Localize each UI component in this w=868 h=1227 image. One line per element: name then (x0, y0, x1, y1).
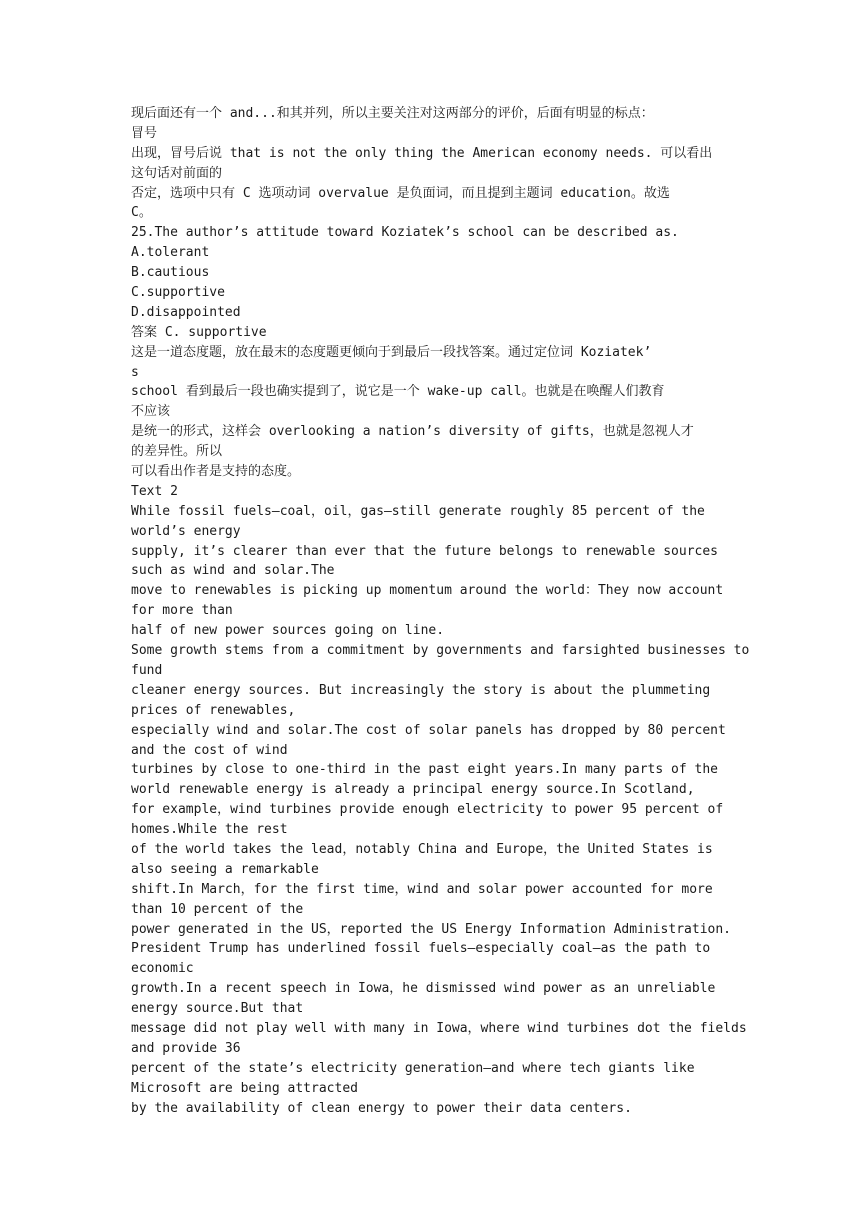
text-line: power generated in the US，reported the US Energy Information Administration. (131, 921, 731, 937)
text-line: by the availability of clean energy to power their data centers. (131, 1100, 632, 1116)
text-line: growth.In a recent speech in Iowa，he dismissed wind power as an unreliable (131, 981, 716, 997)
document-page (131, 104, 750, 1118)
text-line: 不应该 (131, 404, 171, 420)
text-line: cleaner energy sources. But increasingly the story is about the plummeting (131, 682, 711, 698)
text-line: than 10 percent of the (131, 901, 304, 917)
text-line: percent of the state’s electricity generation—and where tech giants like (131, 1060, 695, 1076)
text-line: s (131, 364, 139, 380)
text-line: world’s energy (131, 523, 241, 539)
text-line: such as wind and solar.The (131, 563, 335, 579)
text-line: fund (131, 662, 163, 678)
text-line: 现后面还有一个 and...和其并列，所以主要关注对这两部分的评价，后面有明显的标点： (131, 106, 654, 121)
text-line: especially wind and solar.The cost of solar panels has dropped by 80 percent (131, 722, 726, 738)
text-line: 否定，选项中只有 C 选项动词 overvalue 是负面词，而且提到主题词 education。故选 (131, 185, 670, 201)
text-line: 这句话对前面的 (131, 165, 223, 181)
text-line: homes.While the rest (131, 822, 288, 838)
text-line: D.disappointed (131, 304, 241, 320)
text-line: energy source.But that (131, 1001, 304, 1017)
text-line: 25.The author’s attitude toward Koziatek’s school can be described as. (131, 225, 679, 241)
text-line: C。 (131, 205, 152, 221)
text-line: C.supportive (131, 285, 225, 301)
text-line: prices of renewables, (131, 702, 296, 718)
text-line: 冒号 (131, 125, 158, 141)
text-line: 是统一的形式，这样会 overlooking a nation’s diversity of gifts，也就是忽视人才 (131, 424, 694, 440)
text-line: of the world takes the lead，notably China and Europe，the United States is (131, 841, 713, 857)
text-line: While fossil fuels—coal，oil，gas—still generate roughly 85 percent of the (131, 503, 705, 519)
text-line: B.cautious (131, 265, 210, 281)
text-line: A.tolerant (131, 245, 210, 261)
text-line: also seeing a remarkable (131, 861, 319, 877)
text-line: Some growth stems from a commitment by governments and farsighted businesses to (131, 643, 750, 659)
text-line: message did not play well with many in Iowa，where wind turbines dot the fields (131, 1020, 747, 1036)
text-line: half of new power sources going on line. (131, 623, 445, 639)
text-line: for example，wind turbines provide enough electricity to power 95 percent of (131, 802, 724, 818)
text-line: for more than (131, 603, 233, 619)
text-line: world renewable energy is already a principal energy source.In Scotland, (131, 782, 695, 798)
text-line: supply, it’s clearer than ever that the future belongs to renewable sources (131, 543, 718, 559)
text-line: economic (131, 961, 194, 977)
text-line: 这是一道态度题，放在最末的态度题更倾向于到最后一段找答案。通过定位词 Koziatek’ (131, 344, 652, 360)
text-line: turbines by close to one-third in the past eight years.In many parts of the (131, 762, 718, 778)
text-line: and provide 36 (131, 1040, 241, 1056)
text-line: school 看到最后一段也确实提到了，说它是一个 wake-up call。也就是在唤醒人们教育 (131, 384, 665, 400)
text-line: 答案 C. supportive (131, 324, 267, 340)
text-line: shift.In March，for the first time，wind and solar power accounted for more (131, 881, 713, 897)
text-line: and the cost of wind (131, 742, 288, 758)
text-line: President Trump has underlined fossil fuels—especially coal—as the path to (131, 941, 711, 957)
text-line: 可以看出作者是支持的态度。 (131, 464, 301, 480)
text-line: 的差异性。所以 (131, 444, 223, 460)
text-line: move to renewables is picking up momentum around the world：They now account (131, 583, 724, 599)
text-line: 出现，冒号后说 that is not the only thing the American economy needs. 可以看出 (131, 145, 713, 161)
text-line: Microsoft are being attracted (131, 1080, 358, 1096)
text-line: Text 2 (131, 483, 178, 499)
